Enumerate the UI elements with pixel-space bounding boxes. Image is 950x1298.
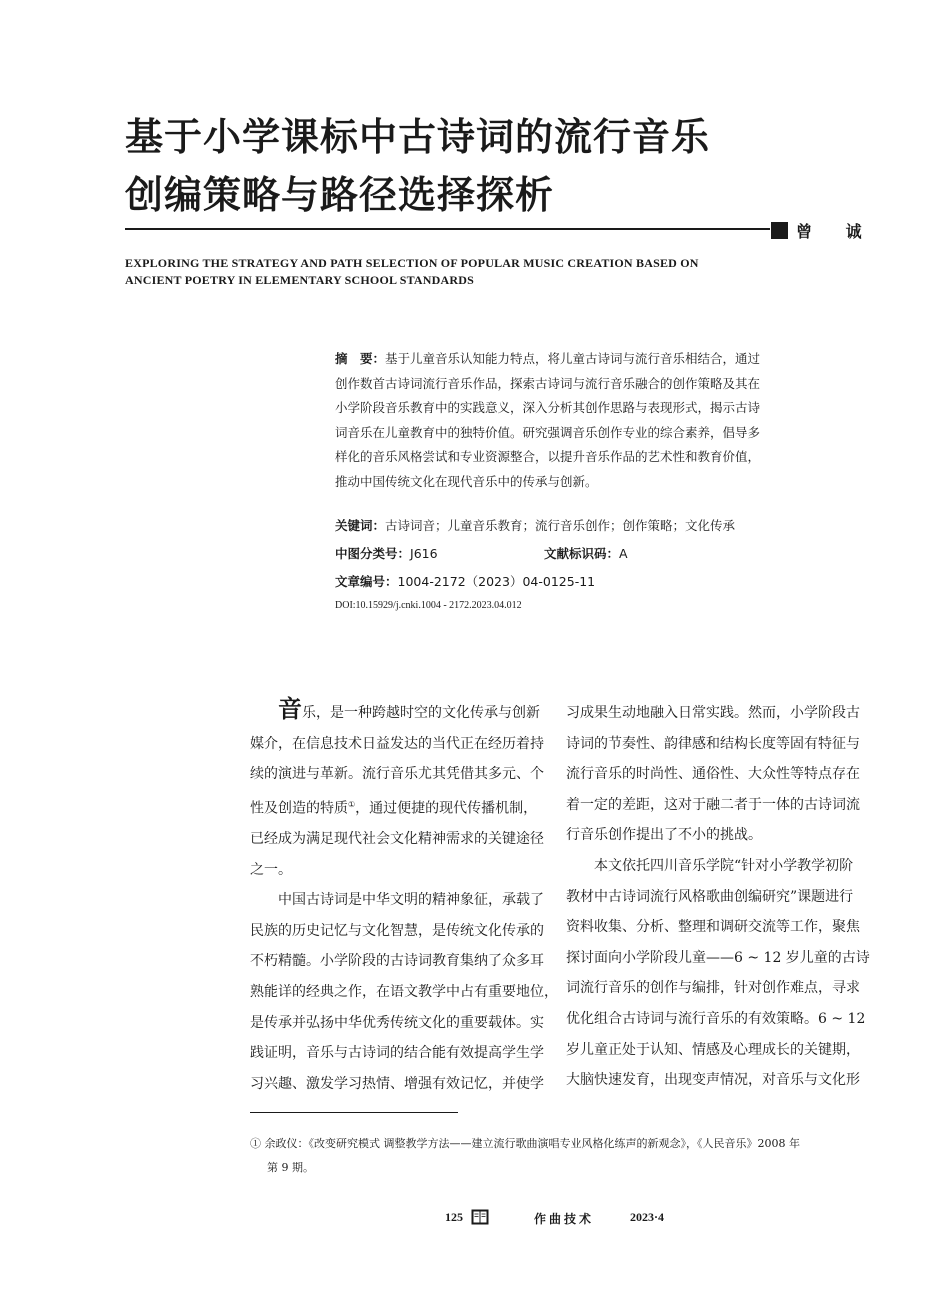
title-line-1: 基于小学课标中古诗词的流行音乐: [125, 115, 711, 159]
body-column-left: [250, 695, 558, 1099]
title-line-2: 创编策略与路径选择探析: [125, 173, 555, 217]
article-no-label: 文章编号：: [335, 574, 398, 589]
doc-value: A: [619, 546, 628, 561]
issue-number: 2023·4: [630, 1210, 665, 1224]
clc-value: J616: [410, 546, 438, 561]
abstract-line: 样化的音乐风格尝试和专业资源整合，以提升音乐作品的艺术性和教育价值，: [335, 449, 761, 464]
paragraph-line: 探讨面向小学阶段儿童——6 ~ 12 岁儿童的古诗: [566, 949, 870, 966]
keywords-label: 关键词：: [335, 518, 386, 533]
paragraph-line: 岁儿童正处于认知、情感及心理成长的关键期，: [566, 1041, 860, 1058]
footnote: [250, 1132, 850, 1180]
doi: DOI:10.15929/j.cnki.1004 - 2172.2023.04.012: [335, 600, 522, 611]
paragraph-line: 不朽精髓。小学阶段的古诗词教育集纳了众多耳: [250, 953, 544, 970]
paragraph-line: 资料收集、分析、整理和调研交流等工作，聚焦: [566, 919, 860, 936]
classification-line: [335, 544, 438, 562]
paragraph-line: 教材中古诗词流行风格歌曲创编研究”课题进行: [566, 888, 854, 905]
footnote-line: ① 余政仪：《改变研究模式 调整教学方法——建立流行歌曲演唱专业风格化练声的新观念》，《人民音乐》2008 年: [250, 1137, 800, 1150]
abstract: [335, 347, 767, 494]
page-number: 125: [445, 1210, 463, 1224]
doc-label: 文献标识码：: [544, 546, 620, 561]
paragraph-line: 中国古诗词是中华文明的精神象征，承载了: [278, 892, 544, 909]
abstract-line: 词音乐在儿童教育中的独特价值。研究强调音乐创作专业的综合素养，倡导多: [335, 424, 761, 440]
paragraph-line: 媒介，在信息技术日益发达的当代正在经历着持: [250, 735, 544, 752]
paragraph-line: 音乐，是一种跨越时空的文化传承与创新: [278, 695, 540, 723]
paragraph-line: 本文依托四川音乐学院“针对小学教学初阶: [594, 857, 854, 874]
paragraph-line: 性及创造的特质①，通过便捷的现代传播机制，: [250, 799, 538, 817]
paragraph-line: 熟能详的经典之作，在语文教学中占有重要地位，: [250, 984, 558, 1000]
author-block: [771, 219, 876, 242]
paragraph-line: 民族的历史记忆与文化智慧，是传统文化传承的: [250, 922, 544, 939]
paragraph-line: 大脑快速发育，出现变声情况，对音乐与文化形: [566, 1072, 860, 1089]
abstract-line: [335, 347, 767, 372]
paragraph-line: 优化组合古诗词与流行音乐的有效策略。6 ~ 12: [566, 1010, 866, 1027]
author-name: 曾 诚: [796, 222, 876, 241]
paragraph-line: 践证明，音乐与古诗词的结合能有效提高学生学: [250, 1045, 544, 1062]
english-title-line-1: EXPLORING THE STRATEGY AND PATH SELECTION OF POPULAR MUSIC CREATION BASED ON: [125, 256, 699, 270]
article-number-line: [335, 572, 595, 590]
english-title-line-2: ANCIENT POETRY IN ELEMENTARY SCHOOL STANDARDS: [125, 273, 474, 287]
abstract-text: 基于儿童音乐认知能力特点，将儿童古诗词与流行音乐相结合，通过: [385, 351, 761, 366]
paragraph-line: 习成果生动地融入日常实践。然而，小学阶段古: [566, 705, 860, 721]
abstract-line: 小学阶段音乐教育中的实践意义，深入分析其创作思路与表现形式，揭示古诗: [335, 400, 761, 415]
abstract-line: 推动中国传统文化在现代音乐中的传承与创新。: [335, 473, 598, 489]
square-marker-icon: [771, 222, 788, 239]
abstract-line: 创作数首古诗词流行音乐作品，探索古诗词与流行音乐融合的创作策略及其在: [335, 375, 761, 391]
keywords: [335, 514, 735, 538]
book-icon: [471, 1209, 489, 1225]
footnote-line: 第 9 期。: [267, 1161, 314, 1174]
body-column-right: [566, 698, 870, 1096]
doc-code-line: [544, 544, 628, 562]
article-no-value: 1004-2172（2023）04-0125-11: [397, 574, 596, 589]
paragraph-line: 续的演进与革新。流行音乐尤其凭借其多元、个: [250, 766, 544, 783]
paragraph-line: 行音乐创作提出了不小的挑战。: [566, 827, 762, 844]
footnote-divider: [250, 1112, 458, 1113]
english-title: [125, 255, 765, 289]
journal-name: 作曲技术: [534, 1212, 595, 1226]
paragraph-line: 之一。: [250, 861, 292, 878]
paragraph-line: 着一定的差距，这对于融二者于一体的古诗词流: [566, 796, 860, 813]
dropcap: 音: [278, 695, 302, 723]
keywords-text: 古诗词音；儿童音乐教育；流行音乐创作；创作策略；文化传承: [385, 518, 736, 533]
paragraph-line: 是传承并弘扬中华优秀传统文化的重要载体。实: [250, 1014, 544, 1031]
paragraph-line: 流行音乐的时尚性、通俗性、大众性等特点存在: [566, 766, 860, 783]
article-title: [125, 108, 710, 224]
paragraph-line: 已经成为满足现代社会文化精神需求的关键途径: [250, 831, 544, 848]
footnote-ref[interactable]: ①: [348, 799, 356, 809]
paragraph-line: 习兴趣、激发学习热情、增强有效记忆，并使学: [250, 1075, 544, 1092]
clc-label: 中图分类号：: [335, 546, 411, 561]
abstract-label: 摘 要：: [335, 351, 386, 366]
title-divider: [125, 228, 770, 230]
paragraph-line: 诗词的节奏性、韵律感和结构长度等固有特征与: [566, 735, 860, 752]
paragraph-line: 词流行音乐的创作与编排，针对创作难点，寻求: [566, 980, 860, 997]
